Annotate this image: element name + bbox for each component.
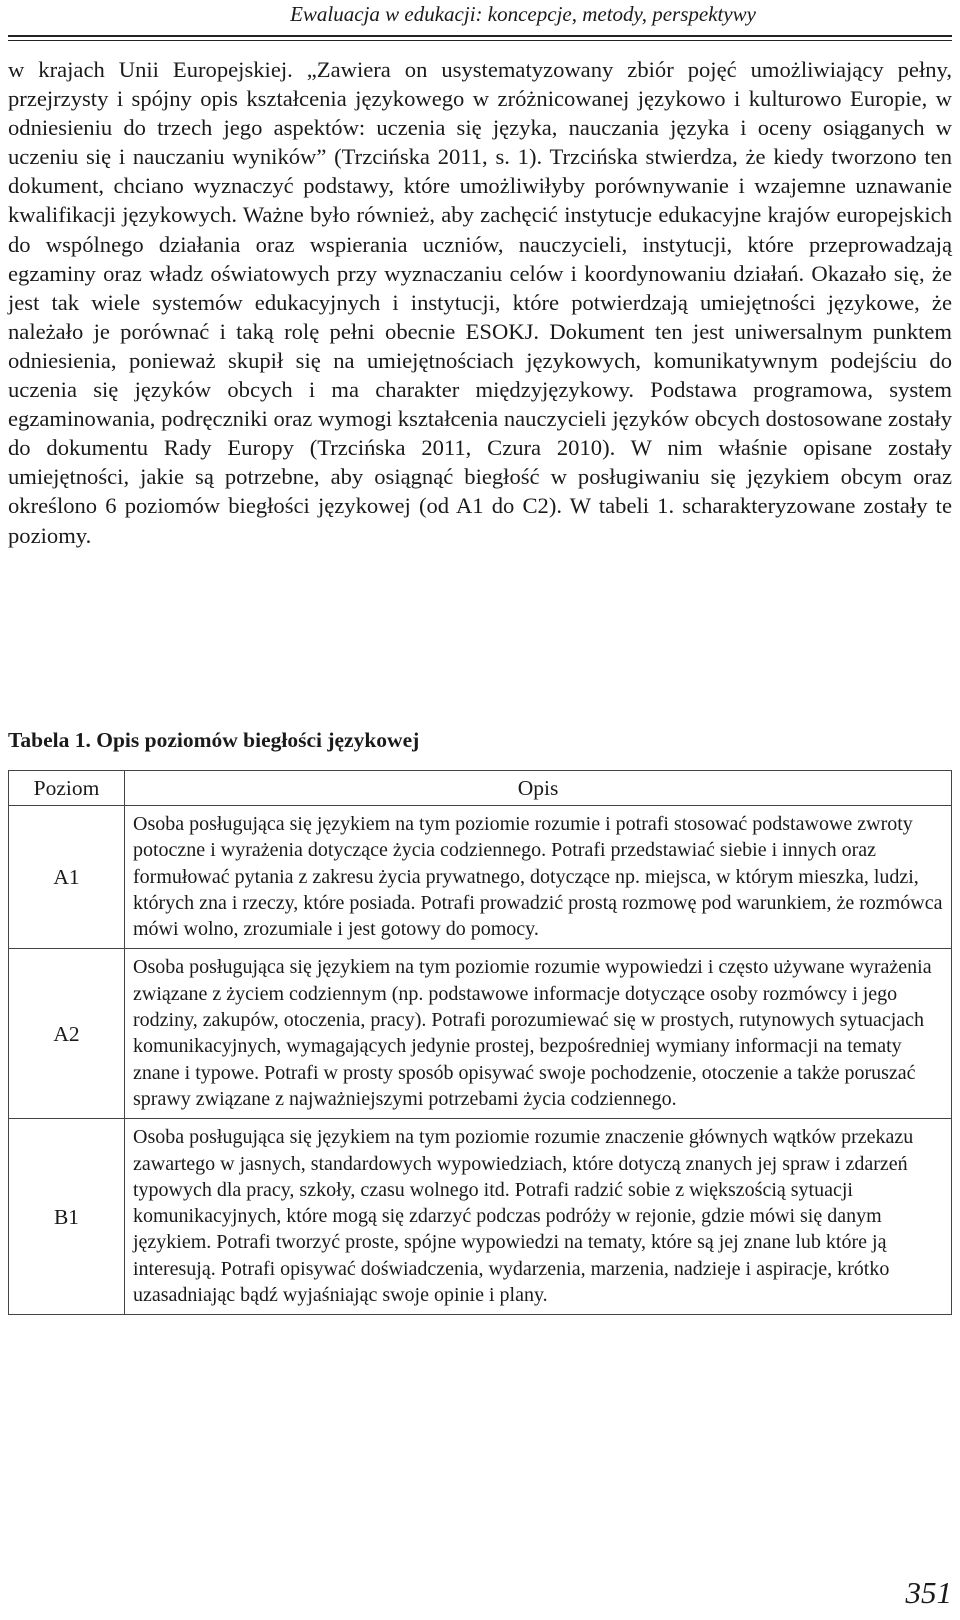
proficiency-levels-table	[8, 770, 952, 1315]
body-paragraph: w krajach Unii Europejskiej. „Zawiera on usystematyzowany zbiór pojęć umożliwiający pełny, przejrzysty i spójny opis kształcenia językowego w zróżnicowanej językowo i kulturowo Europie, w odniesieniu do trzech jego aspektów: uczenia się języka, nauczania języka i oceny osiąganych w uczeniu się i nauczaniu wyników” (Trzcińska 2011, s. 1). Trzcińska stwierdza, że kiedy tworzono ten dokument, chciano wyznaczyć podstawy, które umożliwiłyby porównywanie i wzajemne uznawanie kwalifikacji językowych. Ważne było również, aby zachęcić instytucje edukacyjne krajów europejskich do wspólnego działania oraz wspierania uczniów, nauczycieli, instytucji, które przeprowadzają egzaminy oraz władz oświatowych przy wyznaczaniu celów i koordynowaniu działań. Okazało się, że jest tak wiele systemów edukacyjnych i instytucji, które potwierdzają umiejętności językowe, że należało je porównać i taką rolę pełni obecnie ESOKJ. Dokument ten jest uniwersalnym punktem odniesienia, ponieważ skupił się na umiejętnościach językowych, komunikatywnym podejściu do uczenia się języków obcych i ma charakter międzyjęzykowy. Podstawa programowa, system egzaminowania, podręczniki oraz wymogi kształcenia nauczycieli języków obcych dostosowane zostały do dokumentu Rady Europy (Trzcińska 2011, Czura 2010). W nim właśnie opisane zostały umiejętności, jakie są potrzebne, aby osiągnąć biegłość w posługiwaniu się językiem obcym oraz określono 6 poziomów biegłości językowej (od A1 do C2). W tabeli 1. scharakteryzowane zostały te poziomy.	[8, 57, 952, 548]
header-rule-thin	[8, 40, 952, 41]
table-row	[9, 806, 952, 949]
page-number: 351	[905, 1575, 952, 1610]
body-text	[8, 55, 952, 550]
description-cell: Osoba posługująca się językiem na tym poziomie rozumie wypowiedzi i często używane wyrażenia związane z życiem codziennym (np. podstawowe informacje dotyczące osoby rozmówcy i jego rodziny, zakupów, otoczenia, pracy). Potrafi porozumiewać się w prostych, rutynowych sytuacjach komunikacyjnych, wymagających jedynie prostej, bezpośredniej wymiany informacji na tematy znane i typowe. Potrafi w prosty sposób opisywać swoje pochodzenie, otoczenie a także poruszać sprawy związane z najważniejszymi potrzebami życia codziennego.	[125, 949, 952, 1119]
column-header-description: Opis	[125, 771, 952, 806]
level-cell: A1	[9, 806, 125, 949]
level-cell: A2	[9, 949, 125, 1119]
table-caption: Tabela 1. Opis poziomów biegłości językowej	[8, 728, 420, 752]
table-header-row	[9, 771, 952, 806]
description-cell: Osoba posługująca się językiem na tym poziomie rozumie znaczenie głównych wątków przekazu zawartego w jasnych, standardowych wypowiedziach, które dotyczą znanych jej spraw i zdarzeń typowych dla pracy, szkoły, czasu wolnego itd. Potrafi radzić sobie z większością sytuacji komunikacyjnych, które mogą się zdarzyć podczas podróży w rejonie, gdzie mówi się danym językiem. Potrafi tworzyć proste, spójne wypowiedzi na tematy, które są jej znane lub które ją interesują. Potrafi opisywać doświadczenia, wydarzenia, marzenia, nadzieje i aspiracje, krótko uzasadniając bądź wyjaśniając swoje opinie i plany.	[125, 1119, 952, 1315]
column-header-level: Poziom	[9, 771, 125, 806]
table-row	[9, 949, 952, 1119]
header-rule-thick	[8, 35, 952, 37]
level-cell: B1	[9, 1119, 125, 1315]
description-cell: Osoba posługująca się językiem na tym poziomie rozumie i potrafi stosować podstawowe zwroty potoczne i wyrażenia dotyczące życia codziennego. Potrafi przedstawiać siebie i innych oraz formułować pytania z zakresu życia prywatnego, dotyczące np. miejsca, w którym mieszka, ludzi, których zna i rzeczy, które posiada. Potrafi prowadzić prostą rozmowę pod warunkiem, że rozmówca mówi wolno, zrozumiale i jest gotowy do pomocy.	[125, 806, 952, 949]
table-row	[9, 1119, 952, 1315]
running-header: Ewaluacja w edukacji: koncepcje, metody, perspektywy	[290, 2, 756, 26]
